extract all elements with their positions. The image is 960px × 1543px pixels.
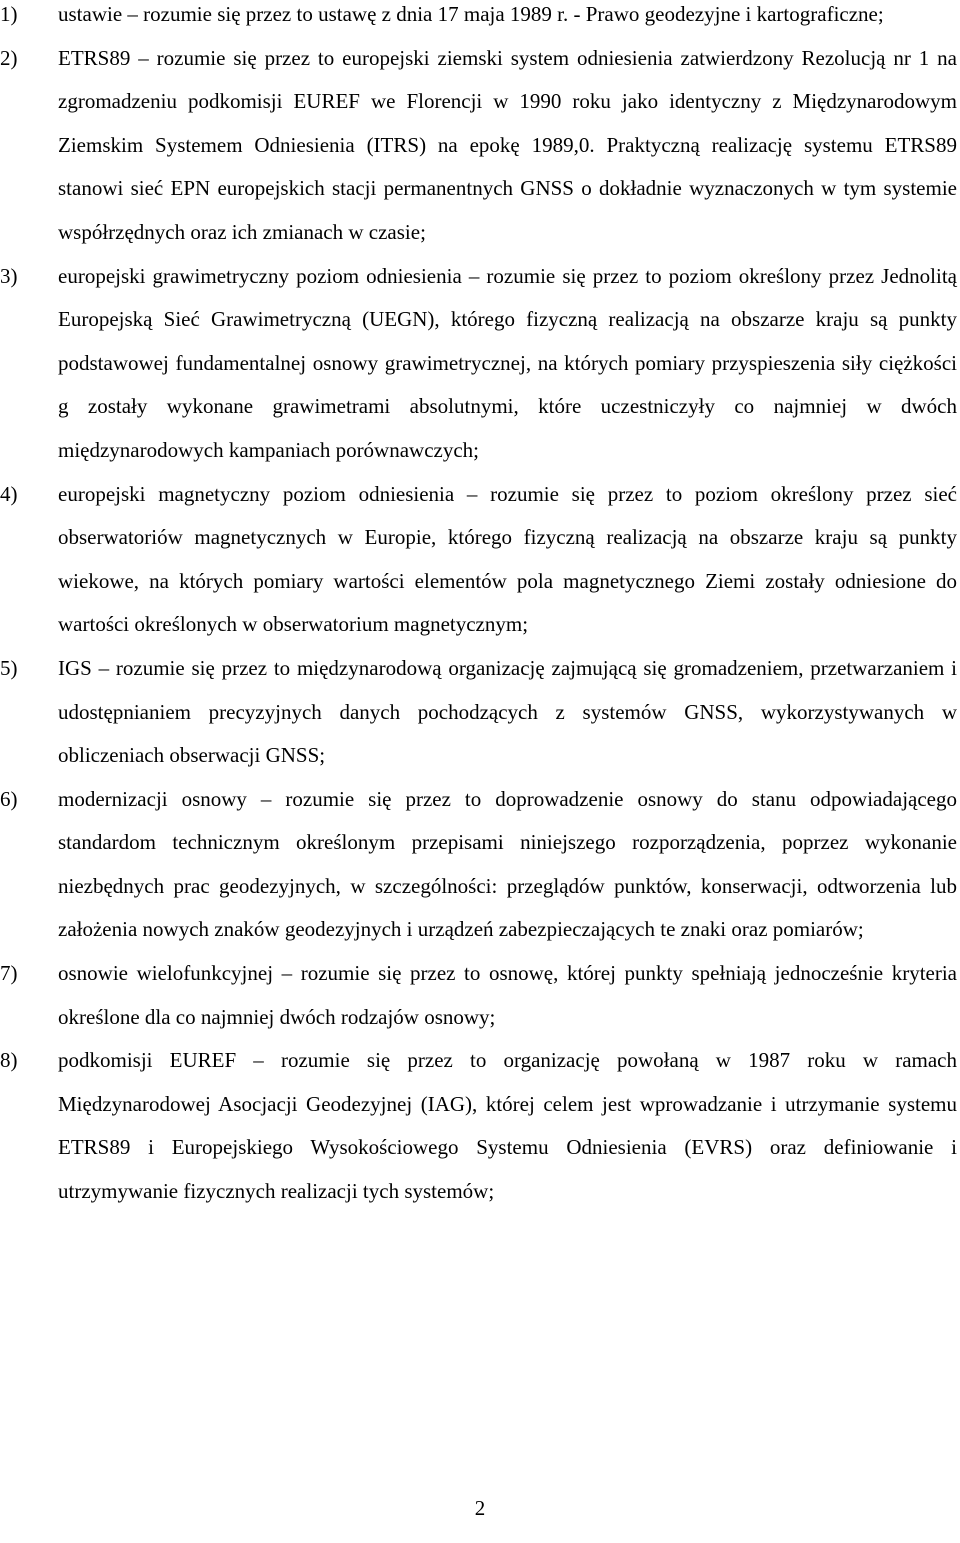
item-number: 6) bbox=[0, 786, 18, 811]
definition-item-8 bbox=[0, 1039, 957, 1213]
item-text: IGS – rozumie się przez to międzynarodową organizację zajmującą się gromadzeniem, przetwarzaniem i udostępnianiem precyzyjnych danych pochodzących z systemów GNSS, wykorzystywanych w obliczeniach obserwacji GNSS; bbox=[58, 655, 957, 768]
definition-item-4 bbox=[0, 473, 957, 647]
item-number: 4) bbox=[0, 481, 18, 506]
definition-item-5 bbox=[0, 647, 957, 778]
item-text: europejski grawimetryczny poziom odniesienia – rozumie się przez to poziom określony przez Jednolitą Europejską Sieć Grawimetryczną (UEGN), którego fizyczną realizacją na obszarze kraju są punkty podstawowej fundamentalnej osnowy grawimetrycznej, na których pomiary przyspieszenia siły ciężkości g zostały wykonane grawimetrami absolutnymi, które uczestniczyły co najmniej w dwóch międzynarodowych kampaniach porównawczych; bbox=[58, 263, 957, 462]
item-text: ustawie – rozumie się przez to ustawę z dnia 17 maja 1989 r. - Prawo geodezyjne i kartograficzne; bbox=[58, 2, 884, 26]
definition-item-2 bbox=[0, 37, 957, 255]
page-number: 2 bbox=[474, 1496, 486, 1520]
item-number: 3) bbox=[0, 263, 18, 288]
item-number: 2) bbox=[0, 45, 18, 70]
definition-item-3 bbox=[0, 255, 957, 473]
item-number: 8) bbox=[0, 1048, 18, 1073]
definition-item-1 bbox=[0, 0, 957, 37]
item-text: europejski magnetyczny poziom odniesienia – rozumie się przez to poziom określony przez sieć obserwatoriów magnetycznych w Europie, którego fizyczną realizacją na obszarze kraju są punkty wiekowe, na których pomiary wartości elementów pola magnetycznego Ziemi zostały odniesione do wartości określonych w obserwatorium magnetycznym; bbox=[58, 481, 957, 637]
item-text: osnowie wielofunkcyjnej – rozumie się przez to osnowę, której punkty spełniają jednocześnie kryteria określone dla co najmniej dwóch rodzajów osnowy; bbox=[58, 961, 957, 1029]
item-text: modernizacji osnowy – rozumie się przez to doprowadzenie osnowy do stanu odpowiadającego standardom technicznym określonym przepisami niniejszego rozporządzenia, poprzez wykonanie niezbędnych prac geodezyjnych, w szczególności: przeglądów punktów, konserwacji, odtworzenia lub założenia nowych znaków geodezyjnych i urządzeń zabezpieczających te znaki oraz pomiarów; bbox=[58, 786, 957, 942]
item-number: 7) bbox=[0, 961, 18, 986]
item-number: 1) bbox=[0, 2, 18, 26]
item-text: podkomisji EUREF – rozumie się przez to organizację powołaną w 1987 roku w ramach Międzynarodowej Asocjacji Geodezyjnej (IAG), której celem jest wprowadzanie i utrzymanie systemu ETRS89 i Europejskiego Wysokościowego Systemu Odniesienia (EVRS) oraz definiowanie i utrzymywanie fizycznych realizacji tych systemów; bbox=[58, 1048, 957, 1204]
item-number: 5) bbox=[0, 655, 18, 680]
item-text: ETRS89 – rozumie się przez to europejski ziemski system odniesienia zatwierdzony Rezolucją nr 1 na zgromadzeniu podkomisji EUREF we Florencji w 1990 roku jako identyczny z Międzynarodowym Ziemskim Systemem Odniesienia (ITRS) na epokę 1989,0. Praktyczną realizację systemu ETRS89 stanowi sieć EPN europejskich stacji permanentnych GNSS o dokładnie wyznaczonych w tym systemie współrzędnych oraz ich zmianach w czasie; bbox=[58, 45, 957, 244]
definition-item-7 bbox=[0, 952, 957, 1039]
definition-item-6 bbox=[0, 778, 957, 952]
